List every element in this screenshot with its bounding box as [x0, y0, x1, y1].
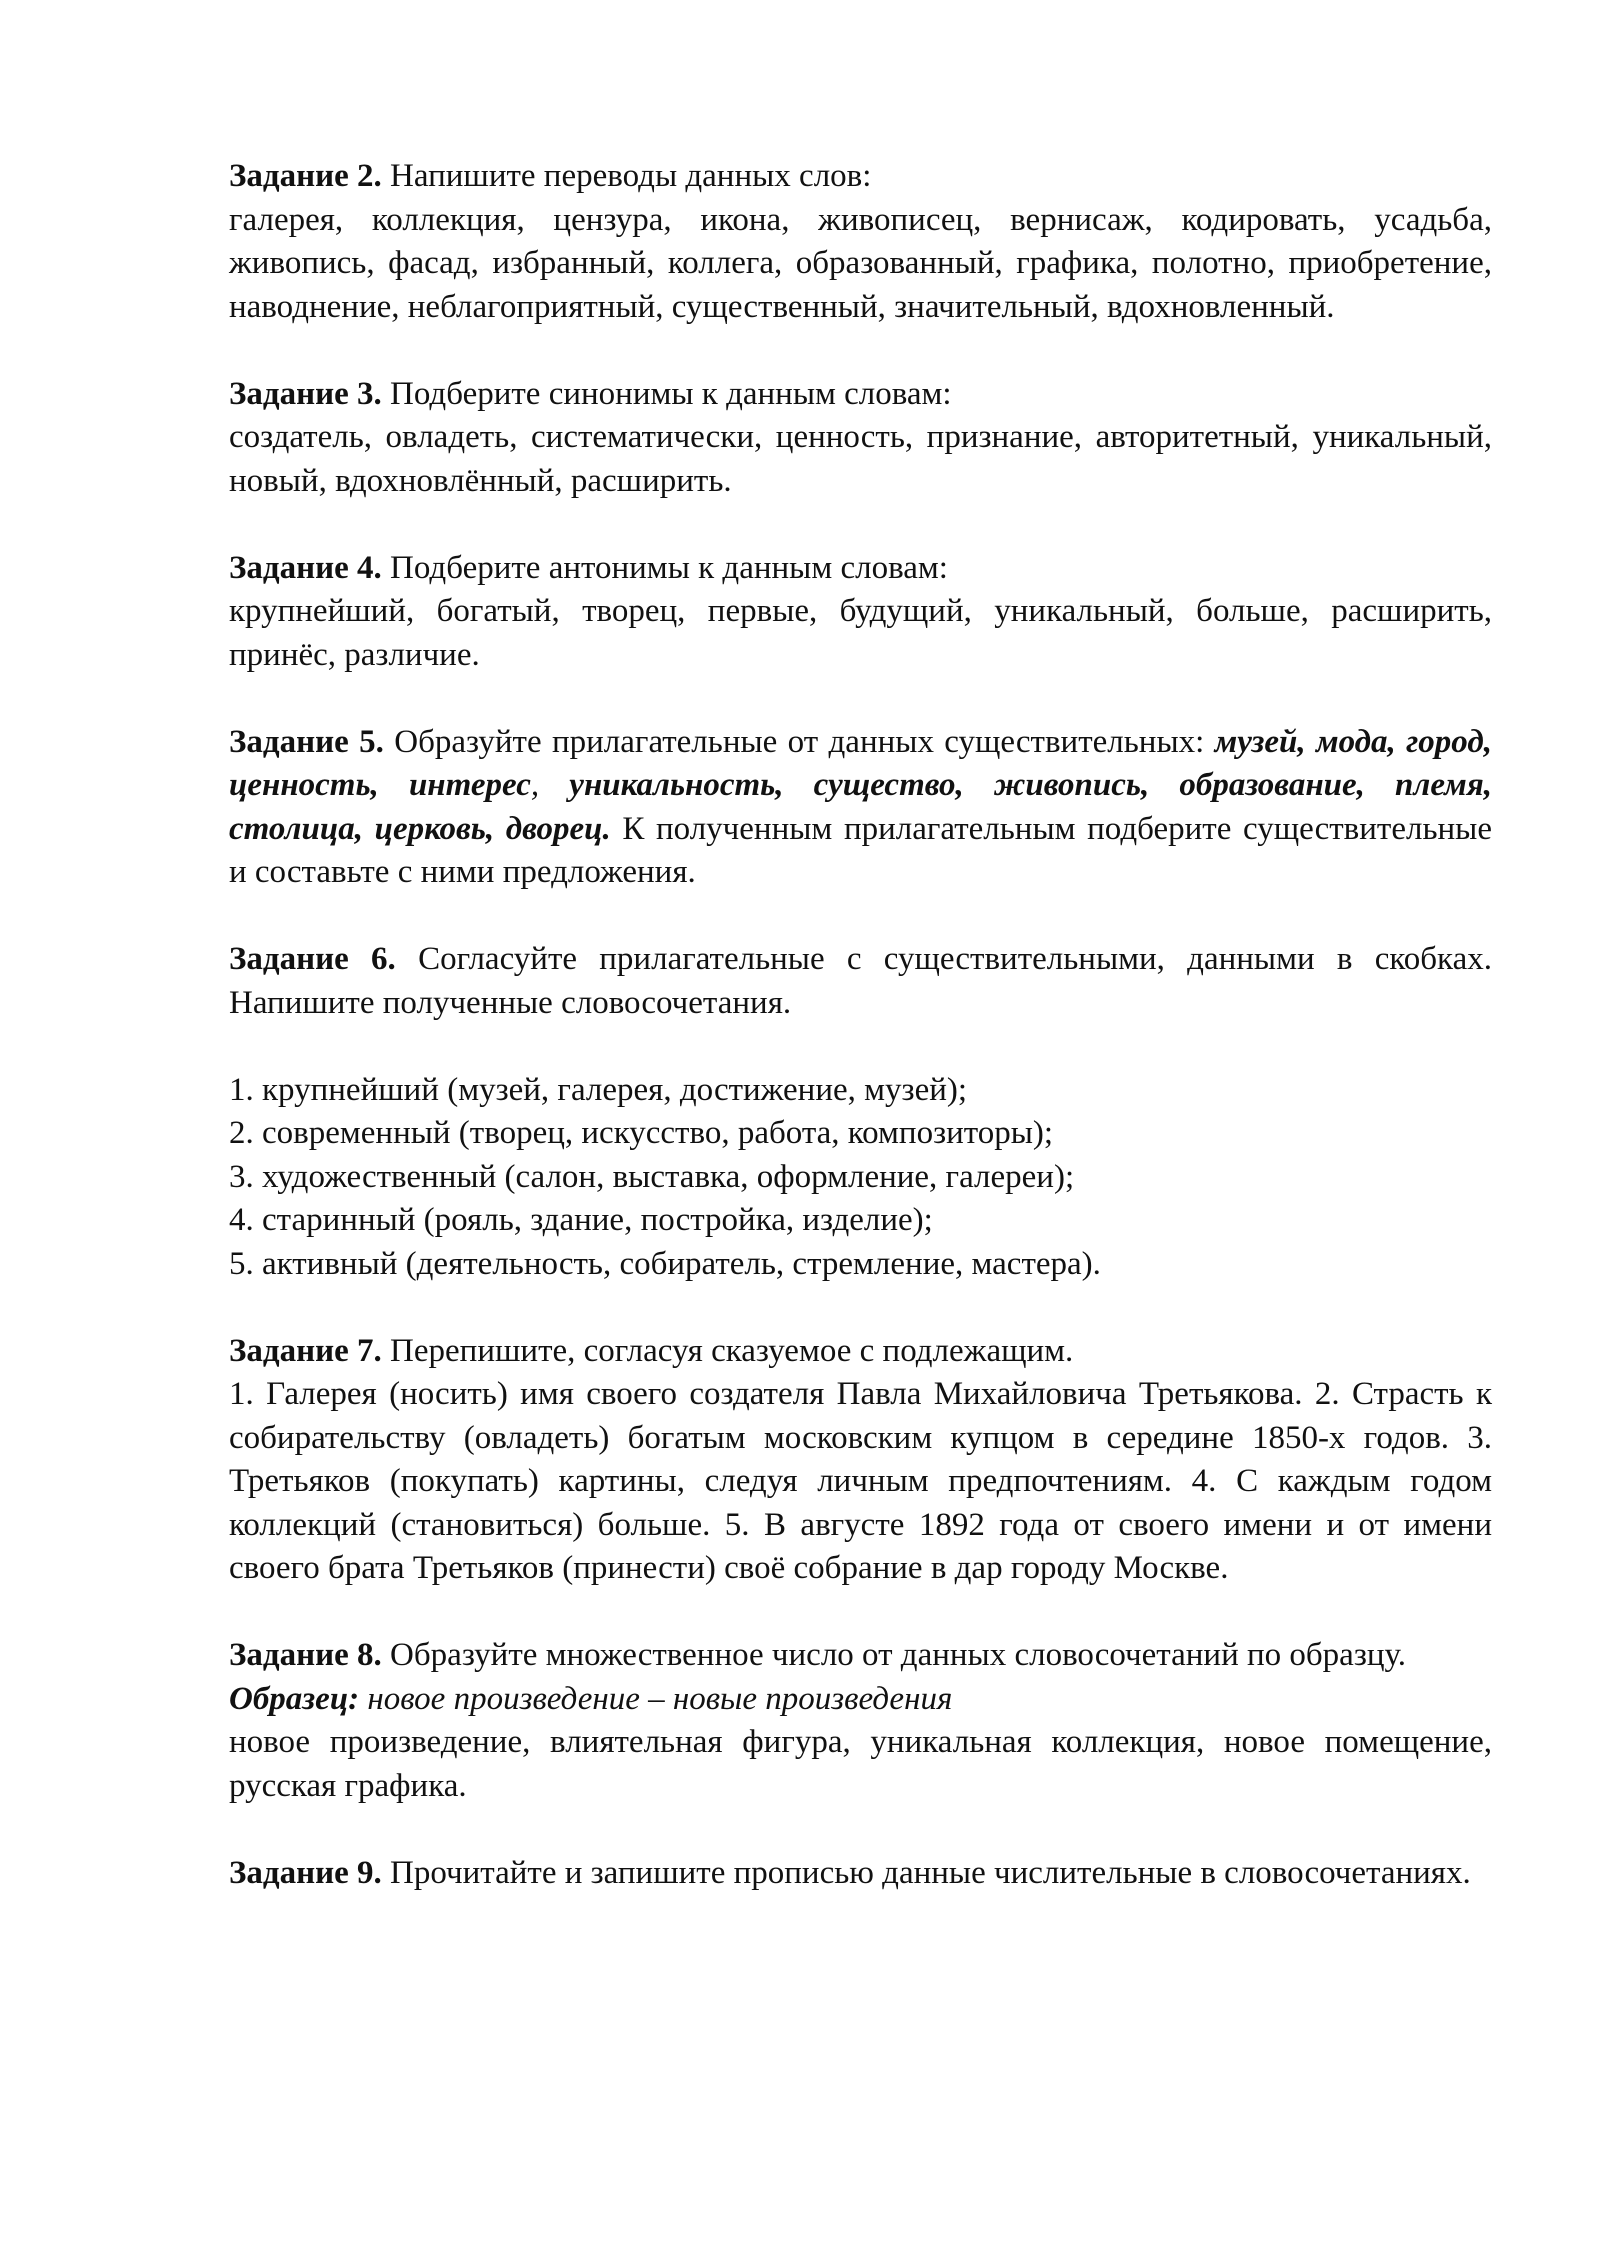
task-7	[229, 1330, 1492, 1591]
task-4-instruction: Подберите антонимы к данным словам:	[381, 549, 948, 586]
task-3-heading	[229, 373, 1492, 417]
task-5-instruction: Образуйте прилагательные от данных существительных:	[383, 723, 1215, 760]
task-3-word-list: создатель, овладеть, систематически, ценность, признание, авторитетный, уникальный, новый, вдохновлённый, расширить.	[229, 419, 1492, 499]
task-6-item: 1. крупнейший (музей, галерея, достижение, музей);	[229, 1071, 968, 1108]
task-5	[229, 721, 1492, 895]
task-6-item: 4. старинный (рояль, здание, постройка, изделие);	[229, 1202, 933, 1238]
task-6-instruction: Согласуйте прилагательные с существительными, данными в скобках. Напишите полученные словосочетания.	[229, 941, 1492, 1021]
task-6-spacer	[229, 1025, 1492, 1069]
task-3-instruction: Подберите синонимы к данным словам:	[381, 375, 952, 412]
worksheet	[229, 155, 1492, 1939]
task-6	[229, 938, 1492, 1286]
task-9	[229, 1852, 1492, 1896]
task-8-sample-label: Образец:	[229, 1680, 360, 1717]
task-7-sentences: 1. Галерея (носить) имя своего создателя Павла Михайловича Третьякова. 2. Страсть к собирательству (овладеть) богатым московским купцом в середине 1850-х годов. 3. Третьяков (покупать) картины, следуя личным предпочтениям. 4. С каждым годом коллекций (становиться) больше. 5. В августе 1892 года от своего имени и от имени своего брата Третьяков (принести) своё собрание в дар городу Москве.	[229, 1376, 1492, 1586]
task-4	[229, 547, 1492, 678]
task-8-heading	[229, 1634, 1492, 1678]
task-5-tail: К полученным прилагательным подберите существительные и составьте с ними предложения.	[229, 810, 1492, 890]
task-5-nouns-part1: музей, мода, город, ценность, интерес	[229, 723, 1492, 803]
task-8-instruction: Образуйте множественное число от данных словосочетаний по образцу.	[381, 1637, 1406, 1673]
task-8-sample-text: новое произведение – новые произведения	[359, 1680, 953, 1717]
task-3	[229, 373, 1492, 504]
task-4-word-list: крупнейший, богатый, творец, первые, будущий, уникальный, больше, расширить, принёс, различие.	[229, 593, 1492, 673]
task-5-nouns-part2: уникальность, существо, живопись, образование, племя, столица, церковь, дворец.	[229, 767, 1493, 847]
task-6-item: 2. современный (творец, искусство, работа, композиторы);	[229, 1115, 1054, 1151]
task-8-word-list: новое произведение, влиятельная фигура, уникальная коллекция, новое помещение, русская графика.	[229, 1724, 1492, 1804]
task-2-instruction: Напишите переводы данных слов:	[381, 158, 872, 194]
task-5-paragraph	[229, 721, 1492, 895]
task-2-heading	[229, 155, 1492, 199]
task-2	[229, 155, 1492, 329]
task-6-heading	[229, 938, 1492, 1025]
task-4-heading	[229, 547, 1492, 591]
task-9-title: Задание 9.	[229, 1854, 382, 1891]
task-6-item: 5. активный (деятельность, собиратель, стремление, мастера).	[229, 1245, 1101, 1282]
task-6-item: 3. художественный (салон, выставка, оформление, галереи);	[229, 1158, 1075, 1195]
task-9-heading	[229, 1852, 1492, 1896]
task-2-title: Задание 2.	[229, 158, 382, 194]
task-6-title: Задание 6.	[229, 941, 396, 977]
task-5-title: Задание 5.	[229, 723, 384, 760]
task-9-instruction: Прочитайте и запишите прописью данные числительные в словосочетаниях.	[381, 1854, 1471, 1891]
task-7-title: Задание 7.	[229, 1332, 382, 1369]
task-8	[229, 1634, 1492, 1808]
task-2-word-list: галерея, коллекция, цензура, икона, живописец, вернисаж, кодировать, усадьба, живопись, фасад, избранный, коллега, образованный, графика, полотно, приобретение, наводнение, неблагоприятный, существенный, значительный, вдохновленный.	[229, 201, 1492, 325]
task-7-instruction: Перепишите, согласуя сказуемое с подлежащим.	[381, 1332, 1074, 1369]
task-7-heading	[229, 1330, 1492, 1374]
task-8-sample	[229, 1678, 1492, 1722]
task-5-comma: ,	[530, 767, 570, 803]
task-8-title: Задание 8.	[229, 1637, 382, 1673]
task-3-title: Задание 3.	[229, 375, 382, 412]
task-4-title: Задание 4.	[229, 549, 382, 586]
